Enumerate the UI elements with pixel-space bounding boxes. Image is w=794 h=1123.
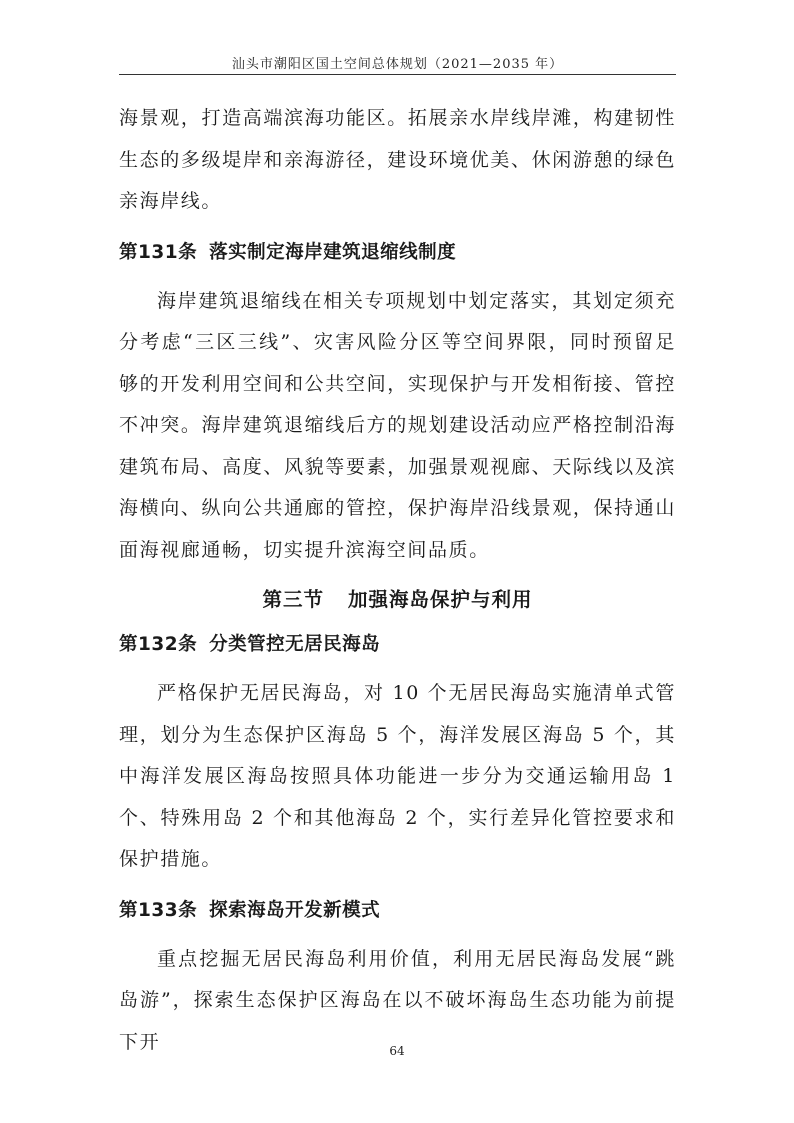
article-title: 探索海岛开发新模式 <box>209 899 381 921</box>
article-number: 第131条 <box>119 241 198 263</box>
paragraph-island-development: 重点挖掘无居民海岛利用价值，利用无居民海岛发展“跳岛游”，探索生态保护区海岛在以不破坏海岛生态功能为前提下开 <box>119 947 676 1053</box>
paragraph-island-control: 严格保护无居民海岛，对 10 个无居民海岛实施清单式管理，划分为生态保护区海岛 5 个，海洋发展区海岛 5 个，其中海洋发展区海岛按照具体功能进一步分为交通运输用岛 1 个、特殊用岛 2 个和其他海岛 2 个，实行差异化管控要求和保护措施。 <box>119 682 676 870</box>
section-title: 加强海岛保护与利用 <box>348 588 533 611</box>
paragraph-coastline: 海景观，打造高端滨海功能区。拓展亲水岸线岸滩，构建韧性生态的多级堤岸和亲海游径，建设环境优美、休闲游憩的绿色亲海岸线。 <box>119 107 676 212</box>
page-number: 64 <box>389 1044 405 1058</box>
section-number: 第三节 <box>262 588 324 611</box>
running-header: 汕头市潮阳区国土空间总体规划（2021—2035 年） <box>231 57 564 72</box>
page-body <box>119 98 676 1063</box>
article-133-heading <box>119 897 676 925</box>
article-131-heading <box>119 239 676 267</box>
article-number: 第133条 <box>119 899 198 921</box>
article-132-heading <box>119 631 676 659</box>
header-divider <box>119 74 676 75</box>
article-title: 分类管控无居民海岛 <box>209 634 381 655</box>
article-number: 第132条 <box>119 634 198 655</box>
article-title: 落实制定海岸建筑退缩线制度 <box>209 241 457 263</box>
paragraph-setback-line: 海岸建筑退缩线在相关专项规划中划定落实，其划定须充分考虑“三区三线”、灾害风险分区等空间界限，同时预留足够的开发利用空间和公共空间，实现保护与开发相衔接、管控不冲突。海岸建筑退缩线后方的规划建设活动应严格控制沿海建筑布局、高度、风貌等要素，加强景观视廊、天际线以及滨海横向、纵向公共通廊的管控，保护海岸沿线景观，保持通山面海视廊通畅，切实提升滨海空间品质。 <box>119 289 676 561</box>
section-3-heading <box>119 585 676 615</box>
